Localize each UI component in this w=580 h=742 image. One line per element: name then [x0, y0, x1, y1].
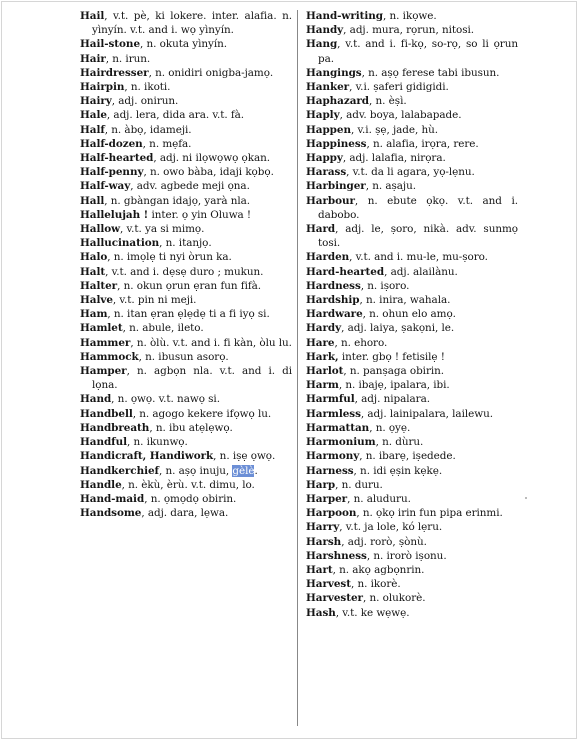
entry-definition: , adv. boya, lalabapade. [339, 109, 462, 122]
entry-headword: Happen [306, 123, 351, 136]
selected-text-highlight[interactable]: gèlè [232, 464, 255, 477]
entry-headword: Half-dozen [80, 137, 143, 150]
entry-headword: Harper [306, 492, 348, 505]
entry-definition: , n. okun ọrun ẹran fun fifà. [117, 279, 262, 292]
dictionary-entry [80, 208, 292, 222]
entry-definition: , n. irun. [105, 52, 151, 65]
entry-headword: Hairy [80, 95, 112, 108]
entry-headword: Ham [80, 308, 108, 321]
dictionary-entry [306, 250, 518, 264]
dictionary-entry [80, 321, 292, 335]
dictionary-entry [80, 279, 292, 293]
entry-headword: Hamper [80, 365, 127, 378]
entry-definition: , adj. le, ṣoro, nikà. adv. sunmọ tosi. [318, 223, 518, 250]
entry-definition: inter. gbọ ! fetisilẹ ! [338, 350, 445, 363]
entry-definition: , n. mẹfa. [142, 137, 192, 150]
entry-headword: Half-way [80, 180, 131, 193]
entry-definition: , n. panṣaga obirin. [343, 365, 445, 378]
entry-definition: , n. okuta yìnyín. [140, 38, 228, 51]
dictionary-entry [306, 66, 518, 80]
entry-headword: Halve [80, 294, 113, 307]
dictionary-entry [80, 151, 292, 165]
entry-headword: Halt [80, 265, 106, 278]
entry-headword: Hash [306, 606, 336, 619]
dictionary-entry [306, 492, 518, 506]
left-column [80, 9, 292, 520]
dictionary-entry [306, 23, 518, 37]
entry-definition: , n. òlù. v.t. and i. fi kàn, òlu lu. [130, 336, 292, 349]
right-column [306, 9, 518, 620]
entry-definition: , adj. onirun. [111, 95, 179, 108]
entry-headword: Hand-writing [306, 10, 384, 22]
entry-definition: , n. akọ agbọnrin. [332, 563, 425, 576]
entry-headword: Hart [306, 563, 333, 576]
entry-headword: Handbell [80, 407, 133, 420]
entry-headword: Hare [306, 336, 335, 349]
entry-headword: Harsh [306, 535, 342, 548]
entry-definition: , n. aluduru. [347, 492, 411, 505]
dictionary-entry [80, 9, 292, 37]
entry-headword: Harmattan [306, 421, 370, 434]
entry-definition: , v.t. ke wẹwẹ. [335, 606, 410, 619]
entry-headword: Hallelujah ! [80, 208, 149, 221]
entry-headword: Hand-maid [80, 492, 145, 505]
dictionary-entry [80, 80, 292, 94]
entry-definition: , v.t. and i. dẹsẹ duro ; mukun. [105, 265, 264, 278]
dictionary-entry [80, 492, 292, 506]
entry-definition: , n. abule, ileto. [122, 322, 204, 335]
entry-definition: , n. irorò iṣonu. [366, 549, 447, 562]
entry-headword: Hardness [306, 279, 361, 292]
entry-headword: Harness [306, 464, 354, 477]
dictionary-entry [306, 350, 518, 364]
entry-headword: Hardy [306, 322, 342, 335]
entry-definition: , adj. laiya, ṣakọni, le. [341, 322, 455, 335]
entry-definition: , v.t. pin ni meji. [112, 294, 197, 307]
dictionary-entry [80, 506, 292, 520]
dictionary-entry [80, 421, 292, 435]
entry-headword: Harmless [306, 407, 361, 420]
entry-headword: Hardship [306, 294, 360, 307]
dictionary-entry [306, 222, 518, 250]
dictionary-entry [306, 108, 518, 122]
dictionary-entry [306, 179, 518, 193]
entry-headword: Half-hearted [80, 152, 154, 165]
entry-headword: Harry [306, 521, 340, 534]
dictionary-entry [80, 392, 292, 406]
dictionary-entry [306, 407, 518, 421]
dictionary-entry [80, 165, 292, 179]
entry-headword: Handful [80, 436, 127, 449]
entry-headword: Halo [80, 251, 108, 264]
entry-definition: , n. èkù, èrù. v.t. dimu, lo. [121, 478, 255, 491]
dictionary-entry [306, 9, 518, 23]
entry-definition: , adj. nipalara. [354, 393, 430, 406]
entry-headword: Harlot [306, 365, 344, 378]
dictionary-entry [306, 165, 518, 179]
dictionary-entry [306, 321, 518, 335]
entry-definition: , adv. agbede meji ọna. [130, 180, 250, 193]
entry-definition: , adj. rorò, ṣònù. [341, 535, 427, 548]
entry-definition: , n. ikọwe. [383, 10, 437, 22]
entry-headword: Harbour [306, 194, 355, 207]
dictionary-entry [80, 194, 292, 208]
entry-definition: , n. iṣẹ ọwọ. [213, 450, 276, 463]
dictionary-entry [306, 506, 518, 520]
entry-definition: , v.t. pè, ki lokere. inter. alafia. n. yìnyín. v.t. and i. wọ yìnyín. [92, 10, 292, 37]
entry-definition: , v.t. and i. mu-le, mu-ṣoro. [349, 251, 488, 264]
dictionary-entry [80, 37, 292, 51]
dictionary-entry [306, 123, 518, 137]
entry-definition: , adj. ni ilọwọwọ ọkan. [153, 152, 271, 165]
dictionary-entry [80, 407, 292, 421]
entry-headword: Hard [306, 223, 336, 236]
dictionary-entry [80, 350, 292, 364]
entry-definition-end: . [254, 464, 258, 477]
entry-headword: Hard-hearted [306, 265, 385, 278]
dictionary-entry [306, 194, 518, 222]
entry-headword: Hamlet [80, 322, 123, 335]
entry-headword: Hall [80, 194, 105, 207]
entry-headword: Hair [80, 52, 106, 65]
entry-headword: Hallucination [80, 237, 160, 250]
entry-headword: Harm [306, 379, 339, 392]
entry-headword: Harshness [306, 549, 367, 562]
entry-headword: Haply [306, 109, 340, 122]
dictionary-entry [306, 549, 518, 563]
entry-headword: Happy [306, 152, 343, 165]
entry-definition: , n. aṣaju. [365, 180, 416, 193]
entry-headword: Hark, [306, 350, 339, 363]
entry-headword: Harmonium [306, 436, 376, 449]
entry-definition: , n. ikoti. [124, 81, 171, 94]
entry-headword: Haphazard [306, 95, 370, 108]
entry-definition: , v.t. ya si mimọ. [120, 223, 205, 236]
dictionary-entry [306, 137, 518, 151]
dictionary-entry [80, 364, 292, 392]
entry-headword: Handicraft, Handiwork [80, 450, 214, 463]
entry-definition: , n. aṣọ ferese tabi ibusun. [361, 66, 500, 79]
entry-definition: , n. agogo kekere ifọwọ lu. [132, 407, 272, 420]
dictionary-entry [306, 392, 518, 406]
entry-headword: Harvester [306, 592, 363, 605]
entry-headword: Harden [306, 251, 350, 264]
dictionary-entry [306, 421, 518, 435]
entry-definition: , n. idi ẹṣin kẹkẹ. [353, 464, 443, 477]
entry-definition: , v.i. ṣẹ, jade, hù. [350, 123, 439, 136]
entry-headword: Harass [306, 166, 347, 179]
entry-headword: Hale [80, 109, 107, 122]
entry-definition: , adj. mura, rọrun, nitosi. [343, 24, 474, 37]
entry-definition: , n. dùru. [375, 436, 424, 449]
entry-definition: inter. ọ yin Oluwa ! [148, 208, 252, 221]
entry-definition: , n. ikunwọ. [127, 436, 188, 449]
entry-headword: Handle [80, 478, 122, 491]
entry-definition: , n. itan ẹran ẹlẹdẹ ti a fi iyọ si. [107, 308, 270, 321]
entry-definition: , n. aṣọ inuju, [158, 464, 230, 477]
dictionary-entry [80, 435, 292, 449]
dictionary-entry [80, 94, 292, 108]
entry-definition: , n. ọkọ irin fun pipa erinmi. [356, 507, 503, 520]
entry-definition: , n. agbọn nla. v.t. and i. di lọna. [92, 365, 292, 392]
dictionary-entry [306, 563, 518, 577]
entry-definition: , n. alafia, irọra, rere. [366, 137, 479, 150]
entry-definition: , n. ibajẹ, ipalara, ibi. [338, 379, 450, 392]
entry-definition: , v.t. ja lole, kó lẹru. [339, 521, 443, 534]
dictionary-entry [80, 307, 292, 321]
scan-speck [525, 497, 527, 499]
entry-headword: Handy [306, 24, 344, 37]
entry-headword: Hangings [306, 66, 362, 79]
entry-definition: , n. àbọ, idameji. [104, 123, 192, 136]
dictionary-entry [306, 435, 518, 449]
dictionary-entry [306, 478, 518, 492]
entry-definition: , n. ibarẹ, iṣedede. [359, 450, 456, 463]
entry-headword: Hanker [306, 81, 350, 94]
dictionary-entry [306, 606, 518, 620]
dictionary-entry [306, 80, 518, 94]
entry-definition: , v.t. da li agara, yọ-lẹnu. [346, 166, 475, 179]
dictionary-entry [306, 464, 518, 478]
entry-definition: , n. duru. [335, 478, 383, 491]
dictionary-entry [80, 265, 292, 279]
entry-definition: , n. ehoro. [334, 336, 388, 349]
dictionary-entry [80, 137, 292, 151]
entry-headword: Halter [80, 279, 118, 292]
dictionary-entry [306, 449, 518, 463]
entry-definition: , n. ọyẹ. [369, 421, 411, 434]
entry-headword: Half-penny [80, 166, 144, 179]
entry-headword: Harbinger [306, 180, 366, 193]
entry-definition: , n. ebute ọkọ. v.t. and i. dabobo. [318, 194, 518, 221]
dictionary-entry [80, 236, 292, 250]
entry-definition: , n. ibusun asorọ. [138, 350, 229, 363]
dictionary-entry [80, 336, 292, 350]
entry-definition: , v.t. and i. fi-kọ, so-rọ, so li ọrun pa. [318, 38, 518, 65]
entry-headword: Hang [306, 38, 338, 51]
entry-headword: Harmony [306, 450, 360, 463]
dictionary-entry [306, 307, 518, 321]
dictionary-entry [80, 478, 292, 492]
dictionary-entry [306, 279, 518, 293]
dictionary-entry [306, 535, 518, 549]
entry-definition: , adj. lera, dida ara. v.t. fà. [106, 109, 245, 122]
entry-definition: , n. onidiri onigba-jamọ. [148, 66, 274, 79]
entry-definition: , adj. lainipalara, lailewu. [360, 407, 493, 420]
dictionary-entry [306, 577, 518, 591]
entry-headword: Harp [306, 478, 336, 491]
entry-headword: Hammer [80, 336, 131, 349]
entry-definition: , adj. lalafia, nirọra. [342, 152, 446, 165]
entry-headword: Handbreath [80, 421, 150, 434]
entry-headword: Happiness [306, 137, 367, 150]
dictionary-entry [306, 94, 518, 108]
entry-definition: , n. itanjọ. [159, 237, 212, 250]
entry-definition: , n. owo bàba, idaji kọbọ. [143, 166, 274, 179]
dictionary-entry [80, 293, 292, 307]
entry-definition: , n. olukorè. [362, 592, 426, 605]
entry-definition: , n. ibu atẹlẹwọ. [149, 421, 233, 434]
entry-definition: , n. imọlẹ ti nyi òrun ka. [107, 251, 232, 264]
dictionary-entry [80, 250, 292, 264]
entry-headword: Hairdresser [80, 66, 149, 79]
entry-definition: , n. iṣoro. [360, 279, 410, 292]
dictionary-entry [306, 591, 518, 605]
dictionary-entry [80, 464, 292, 478]
dictionary-entry [80, 449, 292, 463]
entry-headword: Handsome [80, 507, 142, 520]
dictionary-entry [80, 179, 292, 193]
entry-headword: Hail [80, 10, 105, 22]
dictionary-entry [306, 37, 518, 65]
entry-headword: Handkerchief [80, 464, 159, 477]
dictionary-entry [306, 364, 518, 378]
entry-headword: Harvest [306, 578, 351, 591]
dictionary-entry [80, 123, 292, 137]
entry-definition: , n. ikorè. [350, 578, 401, 591]
column-divider [297, 10, 298, 726]
dictionary-entry [80, 222, 292, 236]
entry-headword: Hand [80, 393, 112, 406]
dictionary-entry [306, 336, 518, 350]
dictionary-entry [306, 293, 518, 307]
entry-headword: Half [80, 123, 105, 136]
dictionary-entry [306, 151, 518, 165]
entry-headword: Hairpin [80, 81, 125, 94]
dictionary-entry [306, 520, 518, 534]
entry-headword: Hail-stone [80, 38, 141, 51]
entry-definition: , n. èṣì. [369, 95, 407, 108]
entry-definition: , adj. alailànu. [384, 265, 458, 278]
dictionary-entry [306, 265, 518, 279]
entry-headword: Harmful [306, 393, 355, 406]
entry-definition: , v.i. ṣaferi gidigidi. [349, 81, 449, 94]
entry-definition: , n. ọwọ. v.t. nawọ si. [111, 393, 220, 406]
dictionary-entry [80, 66, 292, 80]
entry-headword: Hallow [80, 223, 121, 236]
entry-definition: , adj. dara, lẹwa. [141, 507, 229, 520]
entry-headword: Hammock [80, 350, 139, 363]
entry-definition: , n. ohun elo amọ. [362, 308, 456, 321]
entry-headword: Harpoon [306, 507, 357, 520]
entry-definition: , n. inira, wahala. [359, 294, 451, 307]
dictionary-entry [80, 52, 292, 66]
entry-definition: , n. gbàngan idajọ, yarà nla. [104, 194, 251, 207]
dictionary-entry [306, 378, 518, 392]
entry-definition: , n. ọmọdọ obirin. [144, 492, 237, 505]
dictionary-entry [80, 108, 292, 122]
entry-headword: Hardware [306, 308, 363, 321]
